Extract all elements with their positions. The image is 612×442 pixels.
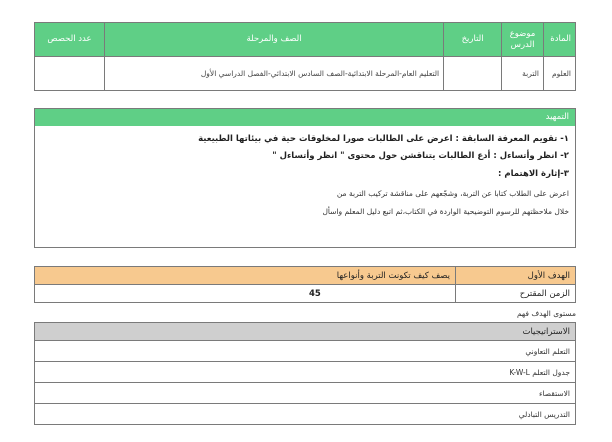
intro-line-4: اعرض على الطلاب كتابا عن التربة، وشجّعهم على مناقشة تركيب التربة من (336, 189, 569, 198)
intro-title: التمهيد (35, 109, 575, 126)
intro-line-5: خلال ملاحظتهم للرسوم التوضيحية الواردة في الكتاب،ثم اتبع دليل المعلم واسأل (322, 207, 569, 216)
strategy-item: الاستقصاء (35, 383, 576, 404)
value-grade: التعليم العام-المرحلة الابتدائية-الصف السادس الابتدائي-الفصل الدراسي الأول (104, 57, 443, 91)
value-subject: العلوم (544, 57, 576, 91)
strategies-title: الاستراتيجيات (35, 323, 576, 341)
time-value: 45 (309, 288, 321, 299)
lesson-info-table (34, 22, 576, 91)
header-topic: موضوع الدرس (502, 23, 544, 57)
time-label: الزمن المقترح (456, 285, 576, 303)
intro-section (34, 108, 576, 248)
strategy-item: التعلم التعاوني (35, 341, 576, 362)
value-topic: التربة (502, 57, 544, 91)
strategy-item: جدول التعلم K-W-L (35, 362, 576, 383)
header-count: عدد الحصص (35, 23, 105, 57)
value-date (444, 57, 502, 91)
intro-line-1: ١- تقويم المعرفة السابقة : اعرض على الطالبات صورا لمخلوقات حية في بيئاتها الطبيعية (198, 134, 569, 144)
header-grade: الصف والمرحلة (104, 23, 443, 57)
goal-text: يصف كيف تكونت التربة وأنواعها (35, 267, 456, 285)
intro-line-3: ٣-إثارة الاهتمام : (498, 169, 569, 179)
value-count (35, 57, 105, 91)
header-date: التاريخ (444, 23, 502, 57)
goal-label: الهدف الأول (456, 267, 576, 285)
goal-level: مستوى الهدف فهم (516, 309, 576, 318)
strategy-item: التدريس التبادلي (35, 404, 576, 425)
strategies-table (34, 322, 576, 425)
intro-line-2: ٢- انظر وأتساءل : أدع الطالبات يتناقشن حول محتوى " انظر وأتساءل " (272, 151, 569, 161)
goal-table (34, 266, 576, 303)
header-subject: المادة (544, 23, 576, 57)
